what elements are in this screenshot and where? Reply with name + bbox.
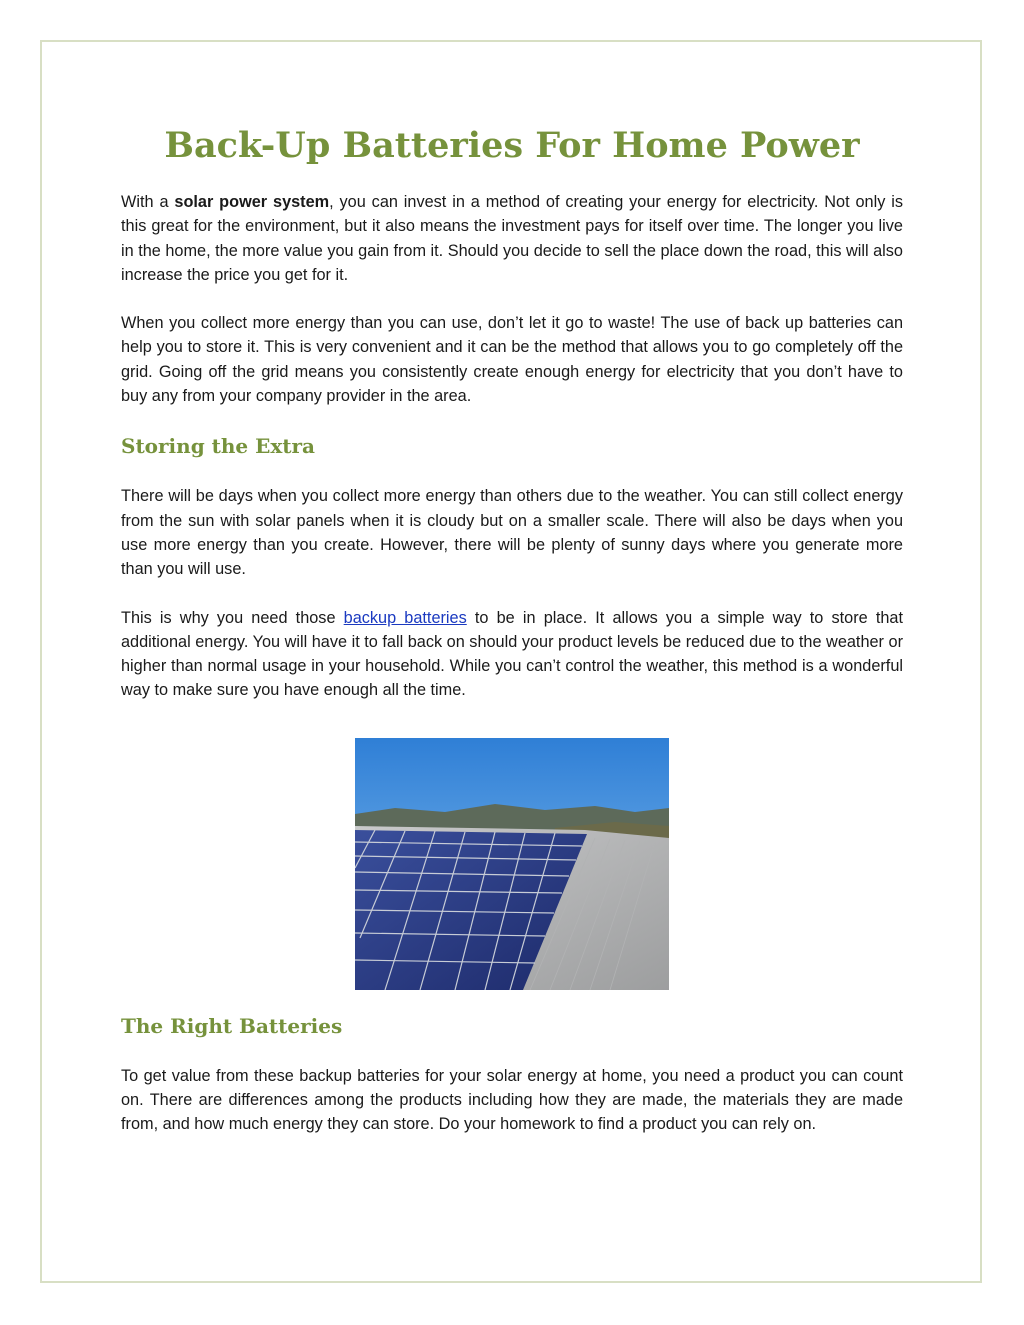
- intro-paragraph-2: When you collect more energy than you can use, don’t let it go to waste! The use of back up batteries can help you to store it. This is very convenient and it can be the method that allows you to go completely off the grid. Going off the grid means you consistently create enough energy for electricity that you don’t have to buy any from your company provider in the area.: [121, 314, 903, 406]
- heading-the-right-batteries: The Right Batteries: [121, 1013, 343, 1038]
- batteries-paragraph-1: To get value from these backup batteries for your solar energy at home, you need a product you can count on. There are differences among the products including how they are made, the materials they are made from, and how much energy they can store. Do your homework to find a product you can rely on.: [121, 1066, 903, 1134]
- intro-paragraph-1: [121, 190, 903, 287]
- storing-paragraph-2: [121, 606, 903, 703]
- document-content: [121, 122, 903, 1137]
- solar-panel-figure: [121, 738, 903, 990]
- page-title: Back-Up Batteries For Home Power: [164, 125, 860, 166]
- intro-text-end: , you can invest in a method of creating your energy for electricity. Not only is this great for the environment, but it also means the investment pays for itself over time. The longer you live in the home, the more value you gain from it. Should you decide to sell the place down the road, this will also increase the price you get for it.: [121, 193, 904, 284]
- intro-text-start: With a: [121, 193, 175, 211]
- backup-batteries-link[interactable]: backup batteries: [343, 608, 467, 627]
- storing-text-start: This is why you need those: [121, 608, 344, 627]
- solar-power-system-bold: solar power system: [174, 193, 330, 211]
- solar-panel-photo: [355, 738, 669, 990]
- storing-text-end: to be in place. It allows you a simple way to store that additional energy. You will have it to fall back on should your product levels be reduced due to the weather or higher than normal usage in your household. While you can’t control the weather, this method is a wonderful way to make sure you have enough all the time.: [121, 608, 903, 700]
- heading-storing-the-extra: Storing the Extra: [121, 434, 316, 459]
- storing-paragraph-1: There will be days when you collect more energy than others due to the weather. You can still collect energy from the sun with solar panels when it is cloudy but on a smaller scale. There will also be days when you use more energy than you create. However, there will be plenty of sunny days where you generate more than you will use.: [121, 487, 903, 579]
